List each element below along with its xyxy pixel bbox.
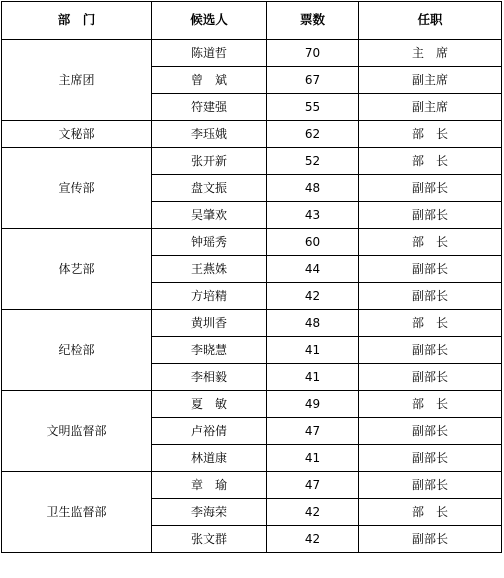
position-cell: 副部长 [359,526,502,553]
votes-cell: 41 [267,364,359,391]
candidate-cell: 吴肇欢 [152,202,267,229]
candidate-cell: 陈道哲 [152,40,267,67]
table-row [2,121,502,148]
department-cell: 主席团 [2,40,152,121]
votes-cell: 44 [267,256,359,283]
candidate-cell: 盘文振 [152,175,267,202]
election-results-table [1,1,502,553]
position-cell: 副部长 [359,202,502,229]
position-cell: 副部长 [359,175,502,202]
department-cell: 文明监督部 [2,391,152,472]
position-cell: 副部长 [359,337,502,364]
candidate-cell: 李相毅 [152,364,267,391]
position-cell: 副部长 [359,418,502,445]
position-cell: 副部长 [359,283,502,310]
votes-cell: 41 [267,445,359,472]
candidate-cell: 李海荣 [152,499,267,526]
department-cell: 宣传部 [2,148,152,229]
header-department: 部 门 [2,2,152,40]
department-cell: 卫生监督部 [2,472,152,553]
votes-cell: 42 [267,283,359,310]
votes-cell: 49 [267,391,359,418]
candidate-cell: 曾 斌 [152,67,267,94]
header-votes: 票数 [267,2,359,40]
candidate-cell: 张文群 [152,526,267,553]
header-row [2,2,502,40]
candidate-cell: 黄圳香 [152,310,267,337]
candidate-cell: 李晓慧 [152,337,267,364]
position-cell: 副部长 [359,364,502,391]
position-cell: 副主席 [359,67,502,94]
candidate-cell: 方培精 [152,283,267,310]
candidate-cell: 钟瑶秀 [152,229,267,256]
votes-cell: 52 [267,148,359,175]
candidate-cell: 林道康 [152,445,267,472]
votes-cell: 42 [267,526,359,553]
votes-cell: 48 [267,310,359,337]
votes-cell: 48 [267,175,359,202]
position-cell: 副主席 [359,94,502,121]
votes-cell: 67 [267,67,359,94]
position-cell: 部 长 [359,148,502,175]
header-candidate: 候选人 [152,2,267,40]
candidate-cell: 张开新 [152,148,267,175]
votes-cell: 47 [267,418,359,445]
candidate-cell: 卢裕倩 [152,418,267,445]
table-row [2,148,502,175]
table-row [2,229,502,256]
position-cell: 副部长 [359,256,502,283]
position-cell: 部 长 [359,310,502,337]
candidate-cell: 王燕姝 [152,256,267,283]
votes-cell: 60 [267,229,359,256]
header-position: 任职 [359,2,502,40]
candidate-cell: 夏 敏 [152,391,267,418]
position-cell: 副部长 [359,472,502,499]
department-cell: 文秘部 [2,121,152,148]
table-row [2,391,502,418]
position-cell: 副部长 [359,445,502,472]
position-cell: 部 长 [359,229,502,256]
position-cell: 部 长 [359,121,502,148]
candidate-cell: 符建强 [152,94,267,121]
position-cell: 主 席 [359,40,502,67]
votes-cell: 43 [267,202,359,229]
department-cell: 体艺部 [2,229,152,310]
votes-cell: 62 [267,121,359,148]
votes-cell: 42 [267,499,359,526]
table-row [2,40,502,67]
candidate-cell: 李珏娥 [152,121,267,148]
table-row [2,310,502,337]
votes-cell: 41 [267,337,359,364]
candidate-cell: 章 瑜 [152,472,267,499]
table-row [2,472,502,499]
votes-cell: 55 [267,94,359,121]
table-body [2,40,502,553]
votes-cell: 70 [267,40,359,67]
department-cell: 纪检部 [2,310,152,391]
position-cell: 部 长 [359,499,502,526]
votes-cell: 47 [267,472,359,499]
position-cell: 部 长 [359,391,502,418]
